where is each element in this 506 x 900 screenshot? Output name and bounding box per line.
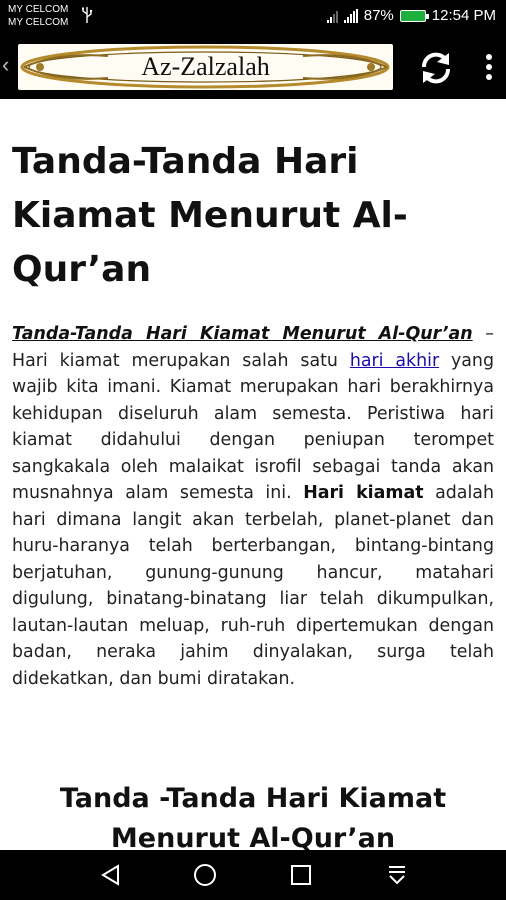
back-chevron-icon[interactable]: ‹: [2, 52, 10, 77]
status-indicators: [327, 7, 496, 24]
title-banner: [18, 44, 393, 90]
battery-percent: 87%: [363, 7, 394, 24]
app-title: Az-Zalzalah: [141, 52, 270, 81]
article-content[interactable]: [0, 99, 506, 850]
recents-icon[interactable]: [288, 862, 314, 888]
section-heading: Tanda -Tanda Hari Kiamat Menurut Al-Qur’an: [59, 783, 447, 850]
back-icon[interactable]: [98, 862, 124, 888]
overflow-menu-icon[interactable]: [478, 50, 500, 86]
usb-icon: [80, 6, 94, 24]
battery-icon: [400, 10, 426, 22]
signal-icon-2: [344, 9, 358, 23]
navigation-bar: [0, 850, 506, 900]
lead-title-link[interactable]: Tanda-Tanda Hari Kiamat Menurut Al-Qur’an: [12, 324, 473, 344]
article-title: Tanda-Tanda Hari Kiamat Menurut Al-Qur’an: [12, 141, 408, 290]
signal-icon-1: [327, 9, 338, 23]
notification-pull-icon[interactable]: [384, 862, 410, 888]
carrier-1: MY CELCOM: [8, 4, 69, 15]
bold-term: Hari kiamat: [303, 483, 424, 503]
hari-akhir-link[interactable]: hari akhir: [349, 350, 440, 371]
action-bar: [0, 34, 506, 99]
paragraph-text-1: Hari kiamat merupakan salah satu: [12, 350, 350, 371]
dash-separator: –: [472, 324, 494, 344]
paragraph-text-2: yang wajib kita imani. Kiamat merupakan hari berakhirnya kehidupan diseluruh alam semesta. Peristiwa hari kiamat didahului dengan peniupan terompet sangkakala oleh malaikat isrofil sebagai tanda akan musnahnya alam semesta ini.: [12, 350, 494, 503]
status-bar: [0, 0, 506, 34]
article-paragraph: [12, 321, 494, 692]
carrier-labels: [8, 3, 68, 29]
paragraph-text-3: adalah hari dimana langit akan terbelah, planet-planet dan huru-haranya telah berterbangan, bintang-bintang berjatuhan, gunung-gunung hancur, matahari digulung, binatang-binatang liar telah dikumpulkan, lautan-lautan meluap, ruh-ruh dipertemukan dengan badan, neraka jahim dinyalakan, surga telah didekatkan, dan bumi diratakan.: [12, 483, 494, 689]
clock: 12:54 PM: [431, 7, 496, 24]
carrier-2: MY CELCOM: [8, 17, 69, 28]
refresh-icon[interactable]: [416, 48, 456, 88]
home-icon[interactable]: [192, 862, 218, 888]
